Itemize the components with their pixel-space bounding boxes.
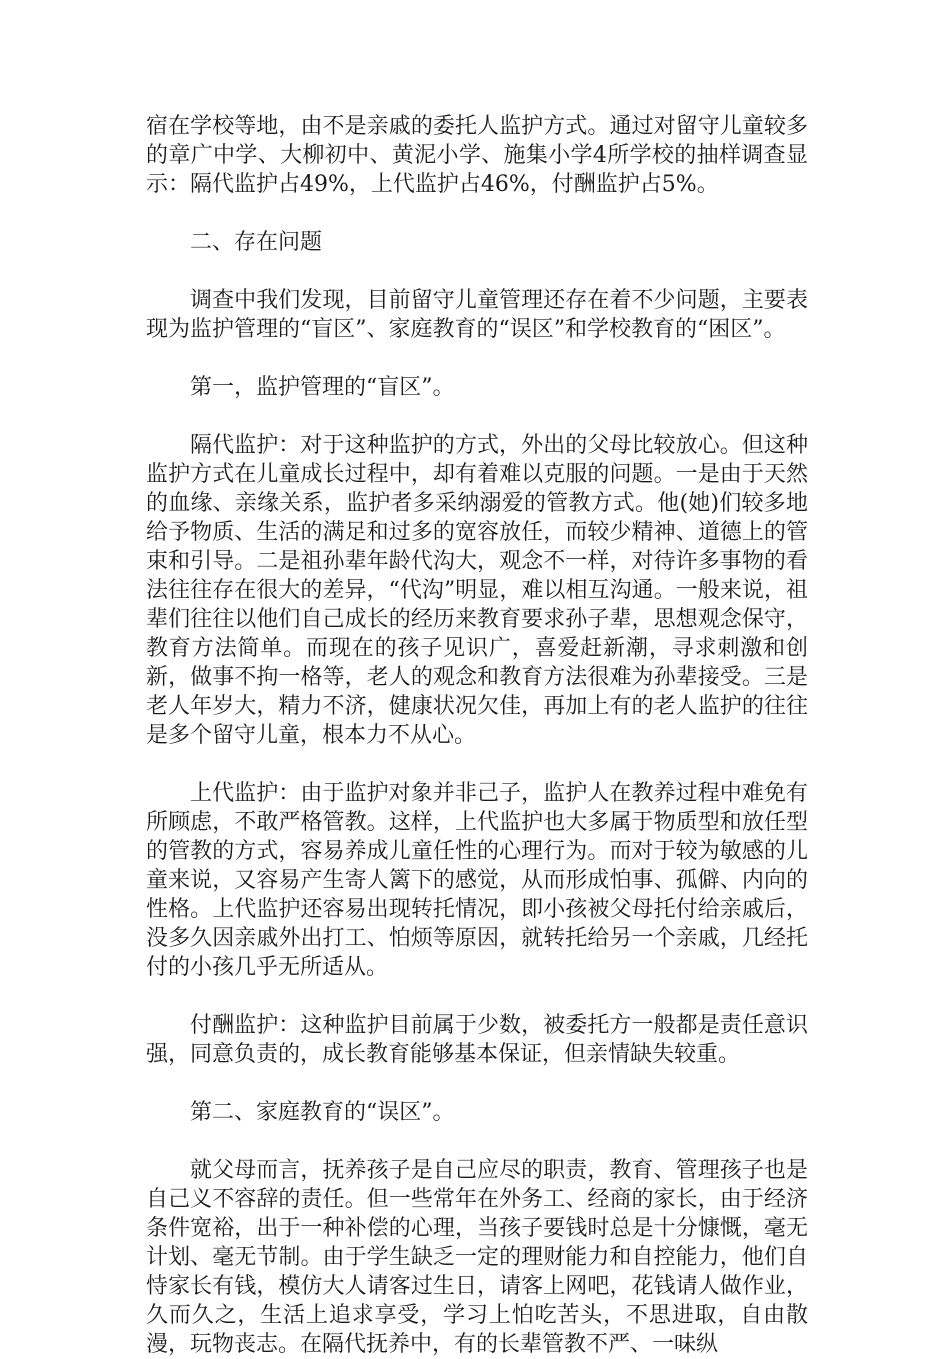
paragraph-relative-guardianship: 上代监护：由于监护对象并非己子，监护人在教养过程中难免有所顾虑，不敢严格管教。这样，上代监护也大多属于物质型和放任型的管教的方式，容易养成儿童任性的心理行为。而对于较为敏感的儿童来说，又容易产生寄人篱下的感觉，从而形成怕事、孤僻、内向的性格。上代监护还容易出现转托情况，即小孩被父母托付给亲戚后，没多久因亲戚外出打工、怕烦等原因，就转托给另一个亲戚，几经托付的小孩几乎无所适从。 [146, 781, 808, 980]
paragraph-parents: 就父母而言，抚养孩子是自己应尽的职责，教育、管理孩子也是自己义不容辞的责任。但一些常年在外务工、经商的家长，由于经济条件宽裕，出于一种补偿的心理，当孩子要钱时总是十分慷慨，毫无计划、毫无节制。由于学生缺乏一定的理财能力和自控能力，他们自恃家长有钱，模仿大人请客过生日，请客上网吧，花钱请人做作业，久而久之，生活上追求享受，学习上怕吃苦头，不思进取，自由散漫，玩物丧志。在隔代抚养中，有的长辈管教不严、一味纵 [146, 1158, 808, 1357]
subheading-guardianship-blindspot: 第一，监护管理的“盲区”。 [190, 375, 455, 400]
paragraph-paid-guardianship: 付酬监护：这种监护目前属于少数，被委托方一般都是责任意识强，同意负责的，成长教育能够基本保证，但亲情缺失较重。 [146, 1013, 808, 1067]
document-body [146, 112, 808, 1359]
paragraph-grandparent-guardianship: 隔代监护：对于这种监护的方式，外出的父母比较放心。但这种监护方式在儿童成长过程中，却有着难以克服的问题。一是由于天然的血缘、亲缘关系，监护者多采纳溺爱的管教方式。他(她)们较多地给予物质、生活的满足和过多的宽容放任，而较少精神、道德上的管束和引导。二是祖孙辈年龄代沟大，观念不一样，对待许多事物的看法往往存在很大的差异，“代沟”明显，难以相互沟通。一般来说，祖辈们往往以他们自己成长的经历来教育要求孙子辈，思想观念保守，教育方法简单。而现在的孩子见识广，喜爱赶新潮，寻求刺激和创新，做事不拘一格等，老人的观念和教育方法很难为孙辈接受。三是老人年岁大，精力不济，健康状况欠佳，再加上有的老人监护的往往是多个留守儿童，根本力不从心。 [146, 433, 808, 748]
paragraph-3: 调查中我们发现，目前留守儿童管理还存在着不少问题，主要表现为监护管理的“盲区”、家庭教育的“误区”和学校教育的“困区”。 [146, 288, 808, 342]
paragraph-1: 宿在学校等地，由不是亲戚的委托人监护方式。通过对留守儿童较多的章广中学、大柳初中、黄泥小学、施集小学4所学校的抽样调查显示：隔代监护占49%，上代监护占46%，付酬监护占5%。 [146, 114, 808, 197]
subheading-family-education-misconception: 第二、家庭教育的“误区”。 [190, 1100, 455, 1125]
section-heading-problems: 二、存在问题 [190, 230, 323, 255]
